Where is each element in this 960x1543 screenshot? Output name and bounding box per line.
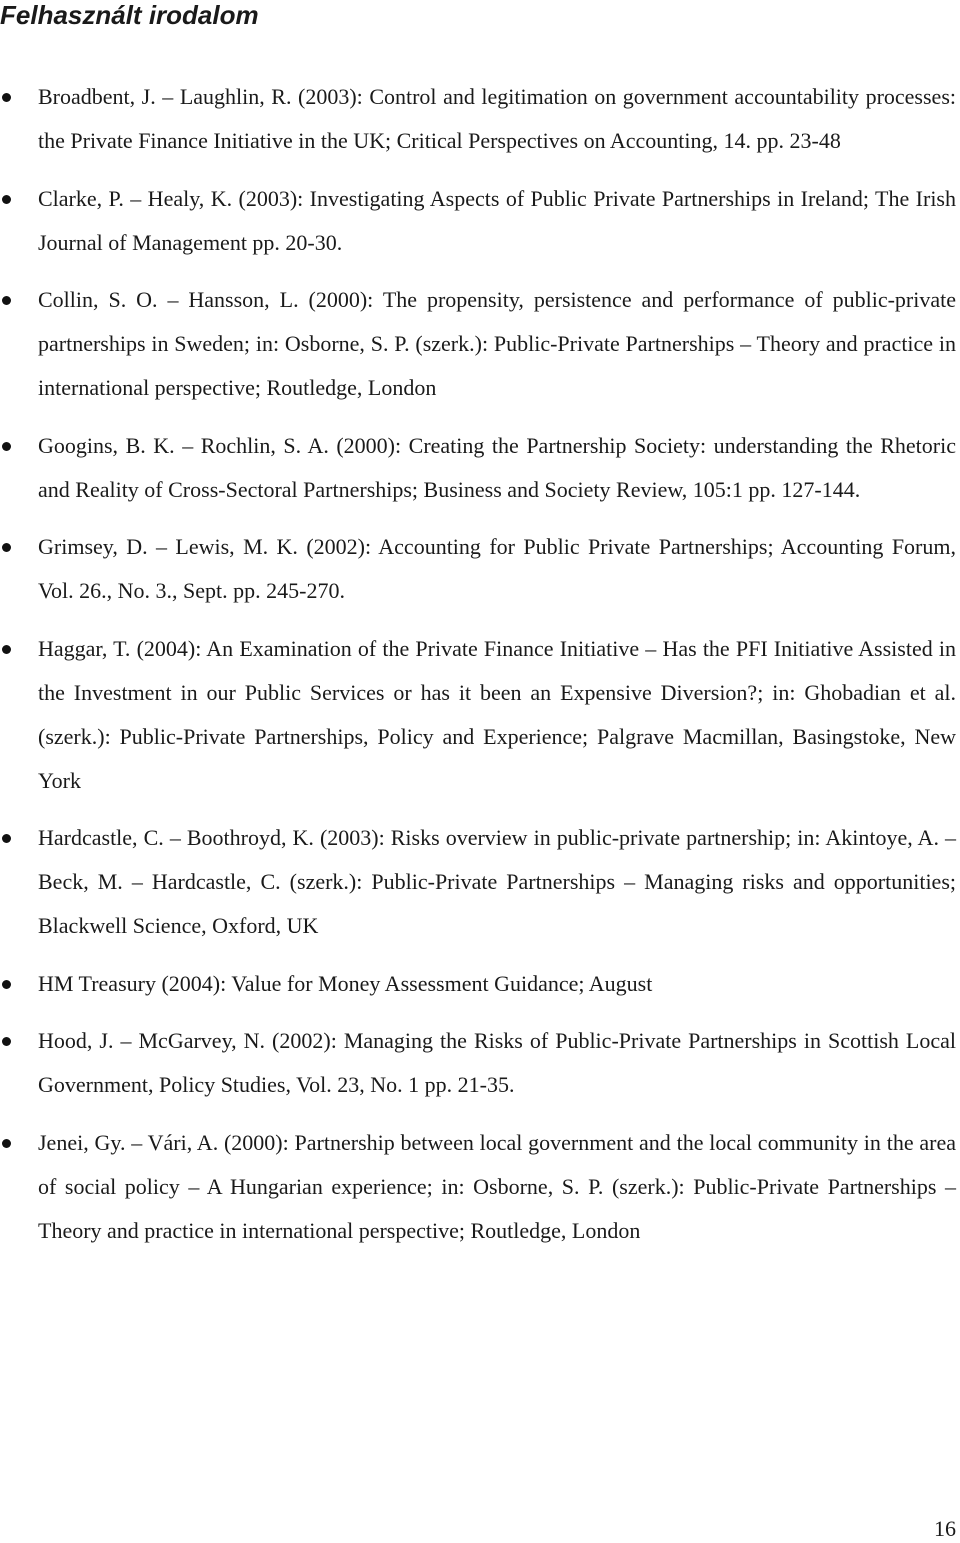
bullet-icon: [2, 195, 11, 204]
list-item: [0, 525, 956, 613]
list-item: [0, 177, 956, 265]
reference-text: Broadbent, J. – Laughlin, R. (2003): Control and legitimation on government accountability processes: the Private Finance Initiative in the UK; Critical Perspectives on Accounting, 14. pp. 23-48: [38, 84, 956, 153]
list-item: [0, 816, 956, 948]
page-number: 16: [934, 1516, 956, 1541]
reference-text: Grimsey, D. – Lewis, M. K. (2002): Accounting for Public Private Partnerships; Accounting Forum, Vol. 26., No. 3., Sept. pp. 245-270.: [38, 534, 956, 603]
list-item: [0, 627, 956, 803]
reference-text: Clarke, P. – Healy, K. (2003): Investigating Aspects of Public Private Partnerships in Ireland; The Irish Journal of Management pp. 20-30.: [38, 185, 956, 255]
list-item: [0, 278, 956, 410]
bullet-icon: [2, 980, 11, 989]
reference-text: Jenei, Gy. – Vári, A. (2000): Partnership between local government and the local community in the area of social policy – A Hungarian experience; in: Osborne, S. P. (szerk.): Public-Private Partnerships – Theory and practice in international perspective; Routledge, London: [38, 1129, 956, 1243]
reference-text: Haggar, T. (2004): An Examination of the Private Finance Initiative – Has the PFI Initiative Assisted in the Investment in our Public Services or has it been an Expensive Diversion?; in: Ghobadian et al. (szerk.): Public-Private Partnerships, Policy and Experience; Palgrave Macmillan, Basingstoke, New York: [38, 635, 956, 793]
list-item: [0, 1121, 956, 1253]
bullet-icon: [2, 645, 11, 654]
bullet-icon: [2, 93, 11, 102]
list-item: [0, 1019, 956, 1107]
reference-text: Hood, J. – McGarvey, N. (2002): Managing the Risks of Public-Private Partnerships in Scottish Local Government, Policy Studies, Vol. 23, No. 1 pp. 21-35.: [38, 1028, 956, 1097]
bullet-icon: [2, 834, 11, 843]
reference-text: HM Treasury (2004): Value for Money Assessment Guidance; August: [38, 970, 653, 996]
page-title: Felhasznált irodalom: [0, 0, 259, 30]
reference-text: Hardcastle, C. – Boothroyd, K. (2003): Risks overview in public-private partnership; in: Akintoye, A. – Beck, M. – Hardcastle, C. (szerk.): Public-Private Partnerships – Managing risks and opportunities; Blackwell Science, Oxford, UK: [38, 825, 956, 938]
bullet-icon: [2, 543, 11, 552]
list-item: [0, 962, 956, 1006]
list-item: [0, 424, 956, 512]
bullet-icon: [2, 1139, 11, 1148]
list-item: [0, 75, 956, 163]
reference-text: Collin, S. O. – Hansson, L. (2000): The propensity, persistence and performance of public-private partnerships in Sweden; in: Osborne, S. P. (szerk.): Public-Private Partnerships – Theory and practice in international perspective; Routledge, London: [38, 287, 956, 400]
reference-text: Googins, B. K. – Rochlin, S. A. (2000): Creating the Partnership Society: understanding the Rhetoric and Reality of Cross-Sectoral Partnerships; Business and Society Review, 105:1 pp. 127-144.: [38, 432, 956, 502]
bullet-icon: [2, 296, 11, 305]
bullet-icon: [2, 442, 11, 451]
bullet-icon: [2, 1037, 11, 1046]
reference-list: [0, 75, 956, 1266]
